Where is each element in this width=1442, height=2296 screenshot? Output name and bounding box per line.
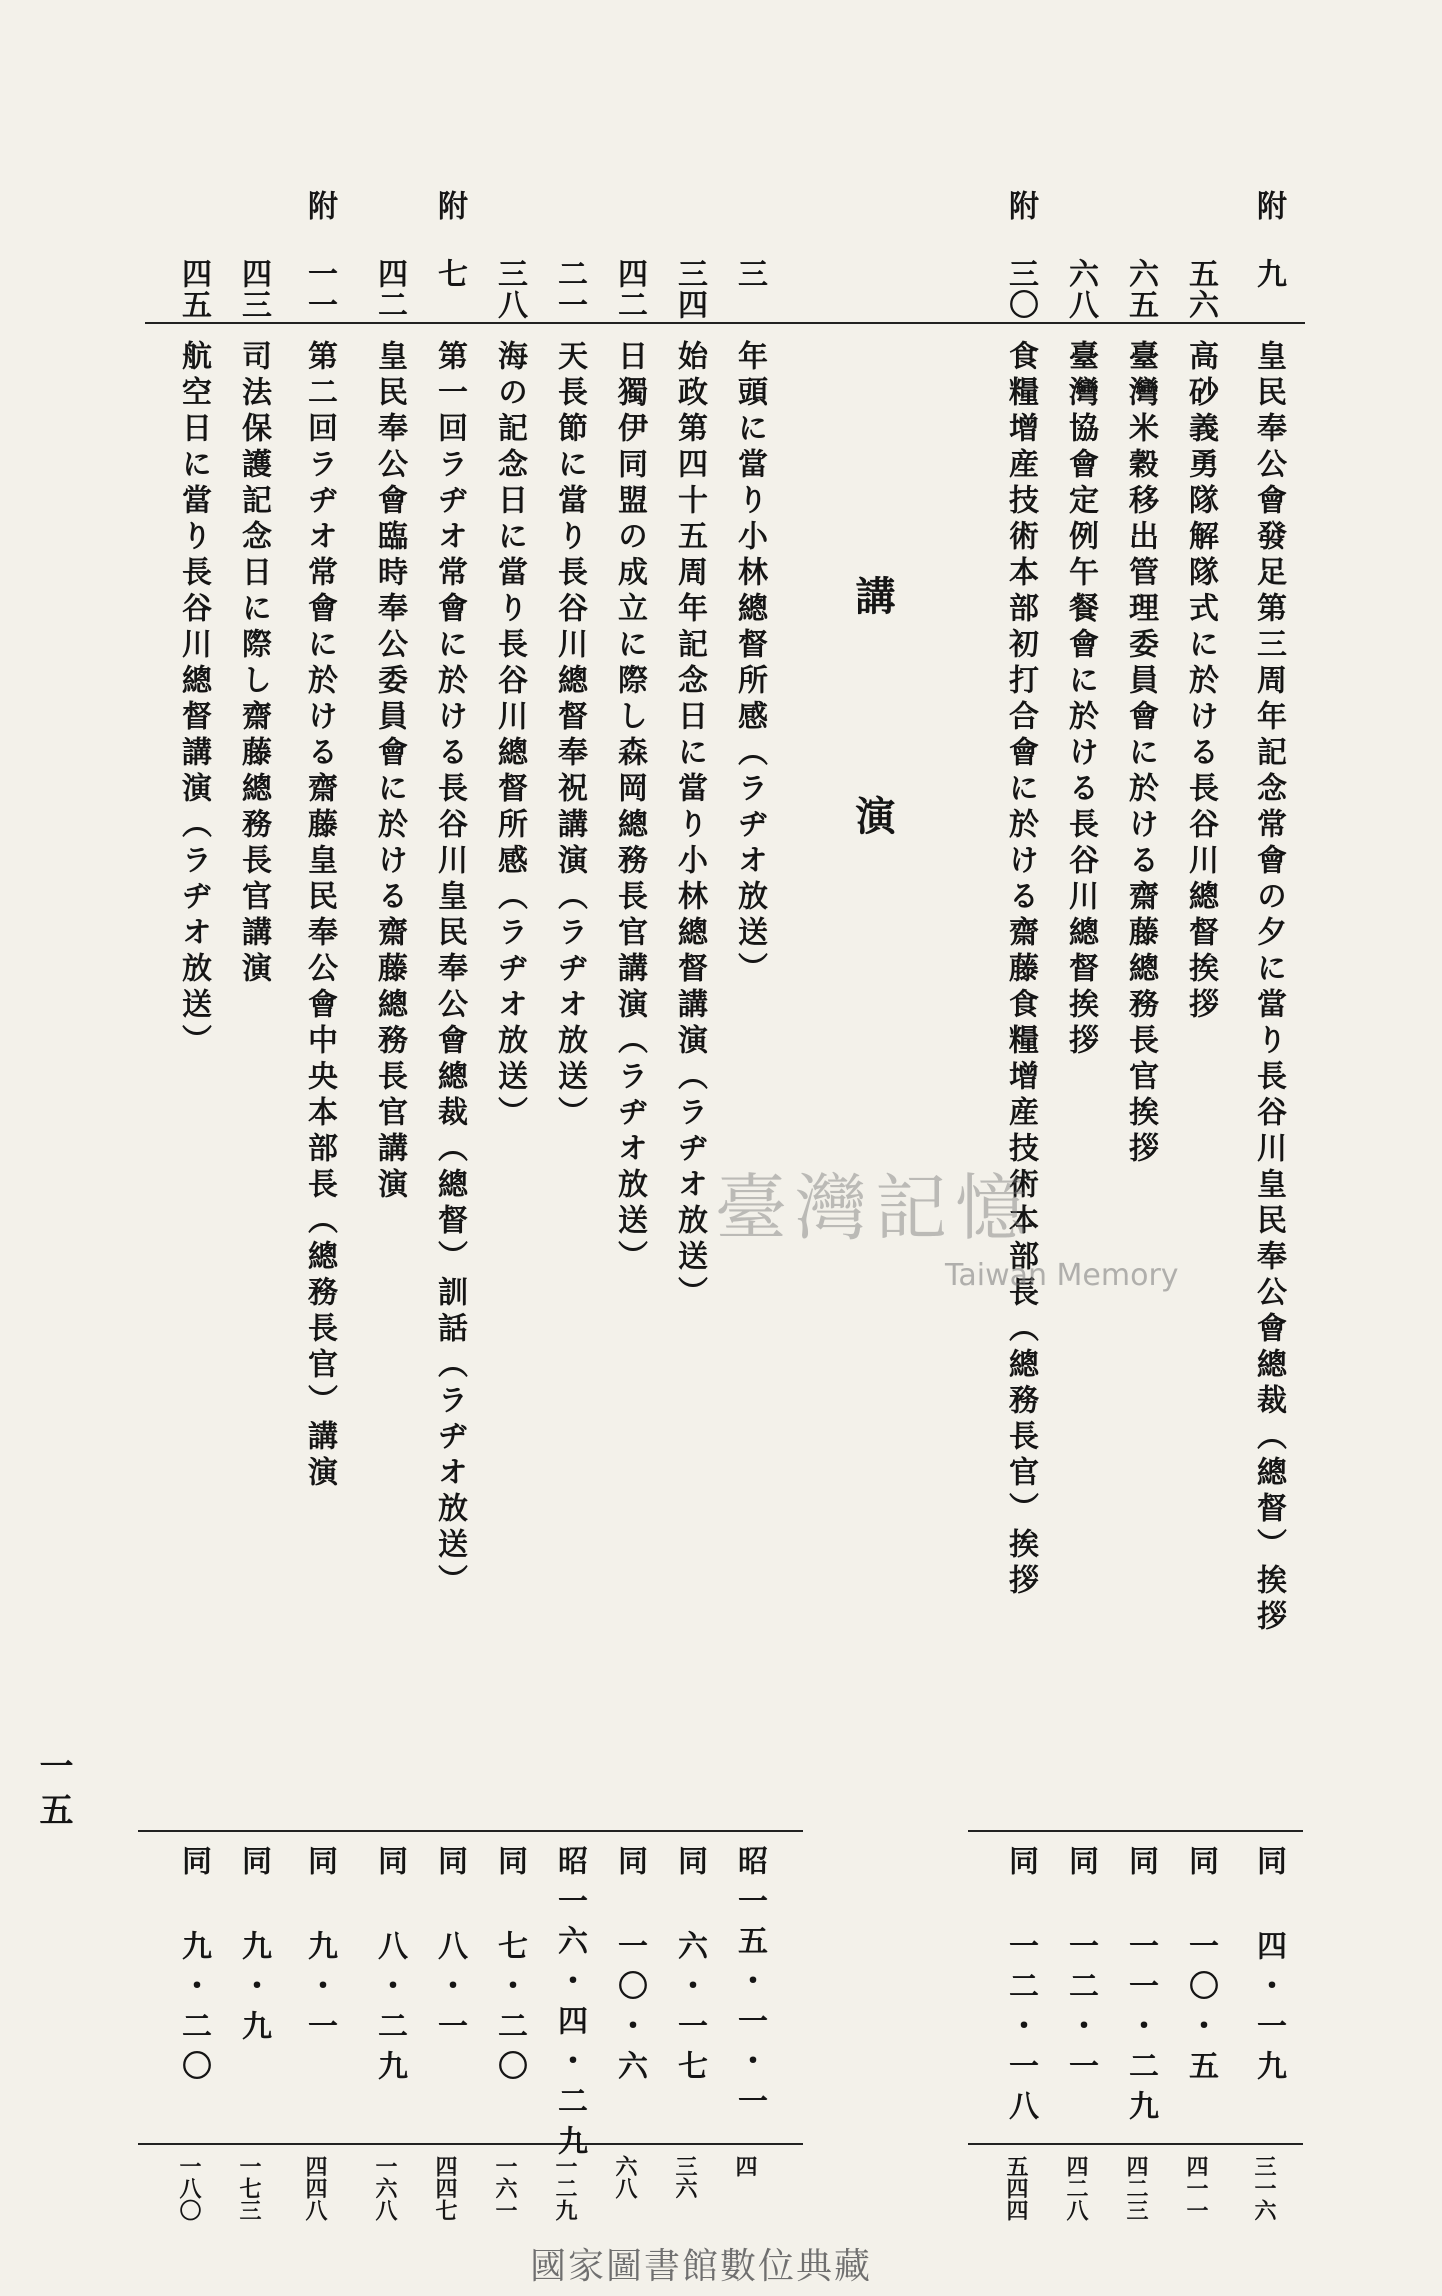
entry-page: 一七三 [236,2155,262,2221]
entry-title: 皇民奉公會臨時奉公委員會に於ける齋藤總務長官講演 [372,340,407,1204]
entry-title: 年頭に當り小林總督所感（ラヂオ放送） [732,340,767,988]
appendix-marker: 附 [302,190,337,232]
page-rule-left [138,2143,803,2145]
entry-page: 一六一 [492,2155,518,2221]
entry-date: 昭一六・四・二九 [552,1845,587,2165]
document-number: 七 [432,258,467,289]
entry-date: 昭一五・一・一 [732,1845,767,2125]
entry-date: 同 一〇・六 [612,1845,647,2090]
document-number: 九 [1251,258,1286,289]
watermark-subtext: Taiwan Memory [945,1258,1179,1293]
document-number: 三四 [672,258,707,320]
entry-title: 第二回ラヂオ常會に於ける齋藤皇民奉公會中央本部長（總務長官）講演 [302,340,337,1492]
entry-page: 三一六 [1251,2155,1277,2221]
entry-page: 一八〇 [176,2155,202,2221]
entry-title: 日獨伊同盟の成立に際し森岡總務長官講演（ラヂオ放送） [612,340,647,1276]
entry-page: 四四七 [432,2155,458,2221]
document-number: 四五 [176,258,211,320]
document-number: 六八 [1063,258,1098,320]
entry-date: 同 九・九 [236,1845,271,2050]
entry-page: 一二九 [552,2155,578,2221]
footer-caption: 國家圖書館數位典藏 [530,2246,873,2287]
appendix-marker: 附 [1251,190,1286,232]
entry-title: 海の記念日に當り長谷川總督所感（ラヂオ放送） [492,340,527,1132]
entry-date: 同 一一・二九 [1123,1845,1158,2130]
top-rule [145,322,1305,324]
entry-title: 高砂義勇隊解隊式に於ける長谷川總督挨拶 [1183,340,1218,1024]
document-number: 四二 [612,258,647,320]
entry-page: 四二三 [1123,2155,1149,2221]
watermark-text: 臺灣記憶 [715,1166,1036,1250]
section-heading: 講演 [849,575,896,1015]
document-number: 四三 [236,258,271,320]
entry-page: 六八 [612,2155,638,2199]
entry-title: 第一回ラヂオ常會に於ける長谷川皇民奉公會總裁（總督）訓話（ラヂオ放送） [432,340,467,1600]
date-rule-left [138,1830,803,1832]
appendix-marker: 附 [1003,190,1038,232]
entry-page: 四四八 [302,2155,328,2221]
document-number: 四二 [372,258,407,320]
entry-page: 一六八 [372,2155,398,2221]
entry-title: 臺灣米穀移出管理委員會に於ける齋藤總務長官挨拶 [1123,340,1158,1168]
document-number: 五六 [1183,258,1218,320]
entry-page: 五四四 [1003,2155,1029,2221]
entry-page: 四二八 [1063,2155,1089,2221]
entry-date: 同 一二・一 [1063,1845,1098,2090]
document-number: 三八 [492,258,527,320]
entry-date: 同 六・一七 [672,1845,707,2090]
document-number: 二一 [552,258,587,320]
entry-page: 三六 [672,2155,698,2199]
entry-date: 同 九・一 [302,1845,337,2050]
document-number: 三 [732,258,767,289]
entry-title: 皇民奉公會發足第三周年記念常會の夕に當り長谷川皇民奉公會總裁（總督）挨拶 [1251,340,1286,1636]
entry-title: 食糧增産技術本部初打合會に於ける齋藤食糧增産技術本部長（總務長官）挨拶 [1003,340,1038,1600]
appendix-marker: 附 [432,190,467,232]
page-number: 一五 [33,1748,73,1836]
entry-page: 四一一 [1183,2155,1209,2221]
document-number: 一一 [302,258,337,320]
document-number: 三〇 [1003,258,1038,320]
entry-title: 始政第四十五周年記念日に當り小林總督講演（ラヂオ放送） [672,340,707,1312]
entry-title: 司法保護記念日に際し齋藤總務長官講演 [236,340,271,988]
entry-date: 同 七・二〇 [492,1845,527,2090]
entry-date: 同 八・一 [432,1845,467,2050]
entry-title: 航空日に當り長谷川總督講演（ラヂオ放送） [176,340,211,1060]
entry-date: 同 八・二九 [372,1845,407,2090]
entry-date: 同 九・二〇 [176,1845,211,2090]
entry-date: 同 一二・一八 [1003,1845,1038,2130]
date-rule-right [968,1830,1303,1832]
entry-page: 四 [732,2155,758,2177]
entry-date: 同 四・一九 [1251,1845,1286,2090]
entry-date: 同 一〇・五 [1183,1845,1218,2090]
entry-title: 天長節に當り長谷川總督奉祝講演（ラヂオ放送） [552,340,587,1132]
page-rule-right [968,2143,1303,2145]
document-number: 六五 [1123,258,1158,320]
entry-title: 臺灣協會定例午餐會に於ける長谷川總督挨拶 [1063,340,1098,1060]
